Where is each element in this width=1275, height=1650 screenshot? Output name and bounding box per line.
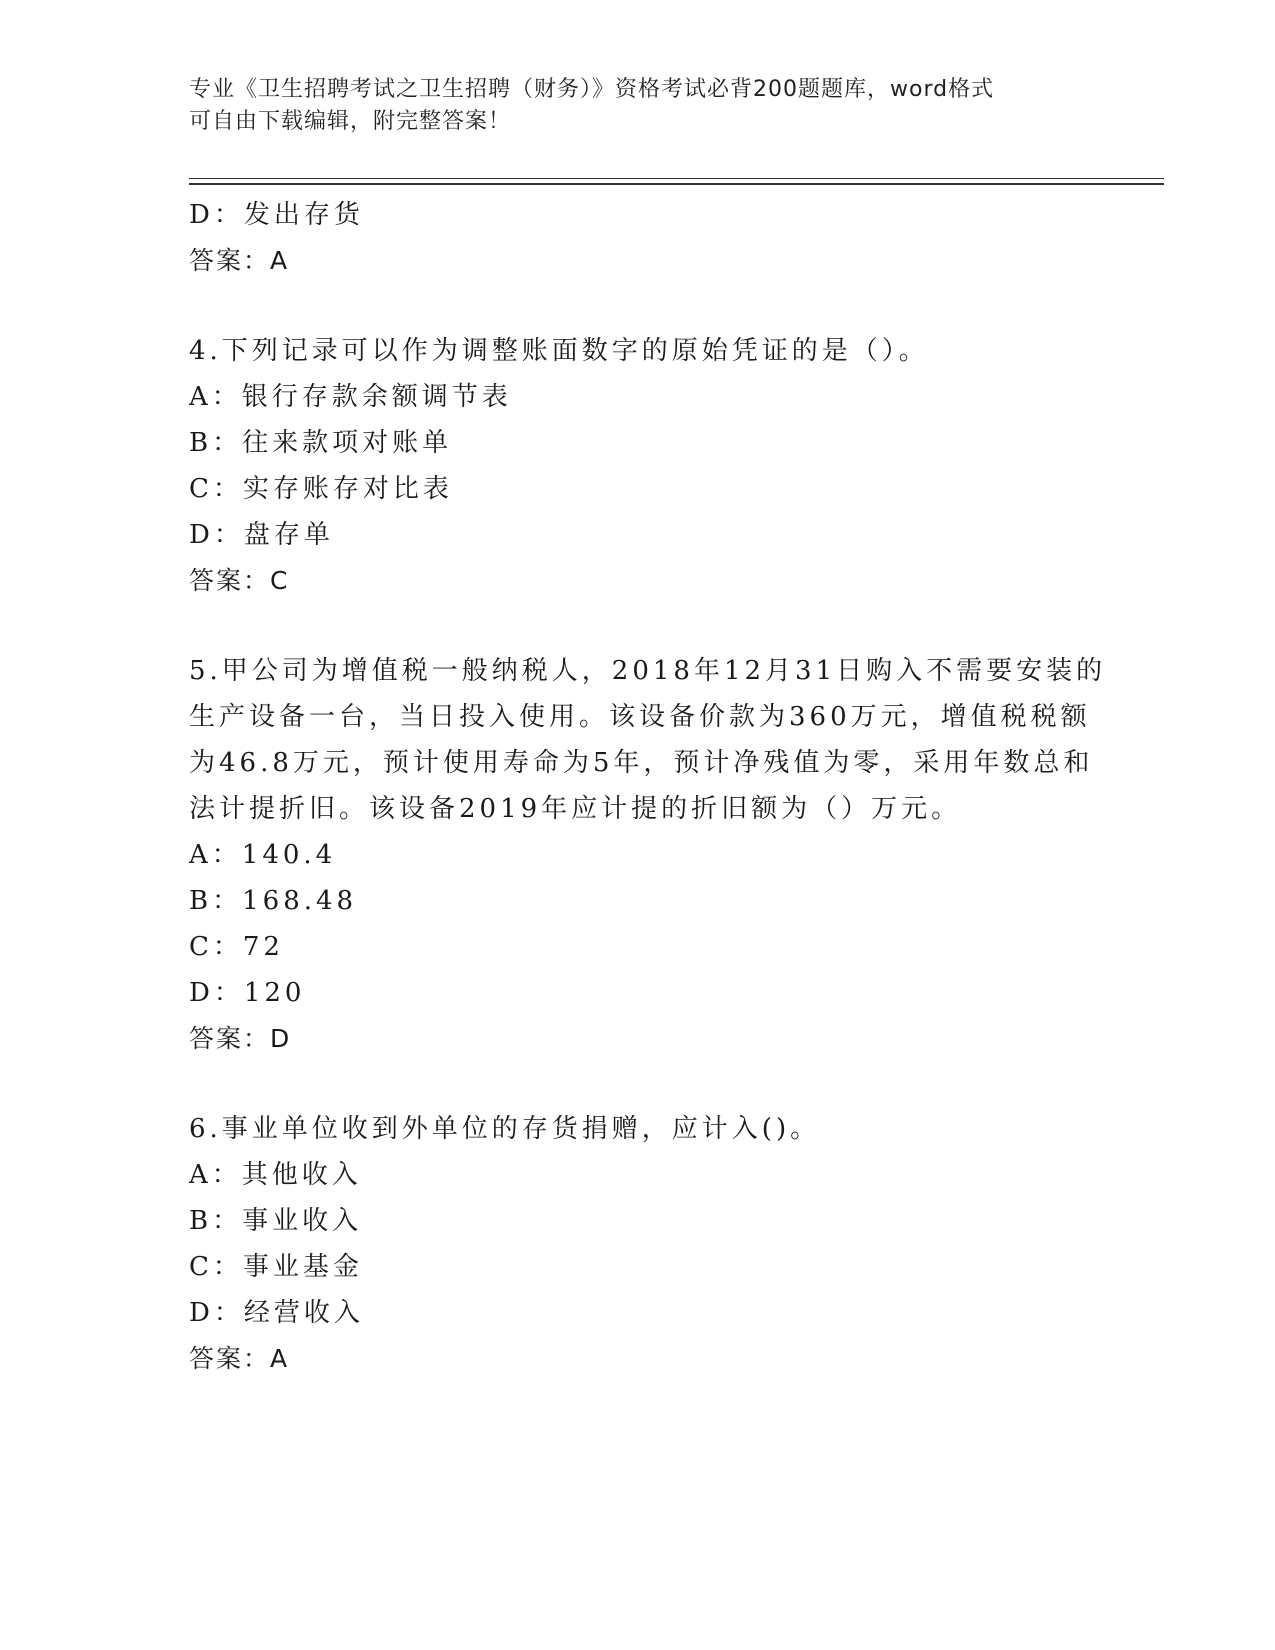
question-text: 4.下列记录可以作为调整账面数字的原始凭证的是（）。 [189,336,929,366]
question-6 [189,1106,1089,1382]
question-text-line-4: 法计提折旧。该设备2019年应计提的折旧额为（）万元。 [189,794,962,824]
option-a: A：银行存款余额调节表 [189,382,512,412]
question-5 [189,648,1107,1062]
answer-line: 答案：C [189,566,290,595]
question-text: 6.事业单位收到外单位的存货捐赠，应计入()。 [189,1114,821,1144]
option-d: D：发出存货 [189,200,364,230]
option-b: B：事业收入 [189,1206,363,1236]
answer-line: 答案：A [189,246,290,275]
option-d: D：经营收入 [189,1298,364,1328]
question-text-line-3: 为46.8万元，预计使用寿命为5年，预计净残值为零，采用年数总和 [189,748,1094,778]
option-b: B：往来款项对账单 [189,428,453,458]
header-divider-thin [189,178,1164,179]
answer-line: 答案：D [189,1024,292,1053]
answer-line: 答案：A [189,1344,290,1373]
previous-question-tail [189,192,1089,284]
header-title-line-2: 可自由下载编辑，附完整答案！ [189,109,512,134]
option-c: C：72 [189,932,284,962]
question-4 [189,328,1089,604]
option-c: C：事业基金 [189,1252,363,1282]
header-divider-thick [189,183,1164,185]
document-body [189,192,1107,1382]
header-title-line-1: 专业《卫生招聘考试之卫生招聘（财务）》资格考试必背200题题库，word格式 [189,77,995,102]
question-text-line-1: 5.甲公司为增值税一般纳税人，2018年12月31日购入不需要安装的 [189,656,1107,686]
page-header [189,74,1089,138]
option-a: A：其他收入 [189,1160,362,1190]
option-c: C：实存账存对比表 [189,474,453,504]
option-d: D：120 [189,978,306,1008]
option-d: D：盘存单 [189,520,334,550]
question-text-line-2: 生产设备一台，当日投入使用。该设备价款为360万元，增值税税额 [189,702,1091,732]
option-a: A：140.4 [189,840,337,870]
option-b: B：168.48 [189,886,358,916]
